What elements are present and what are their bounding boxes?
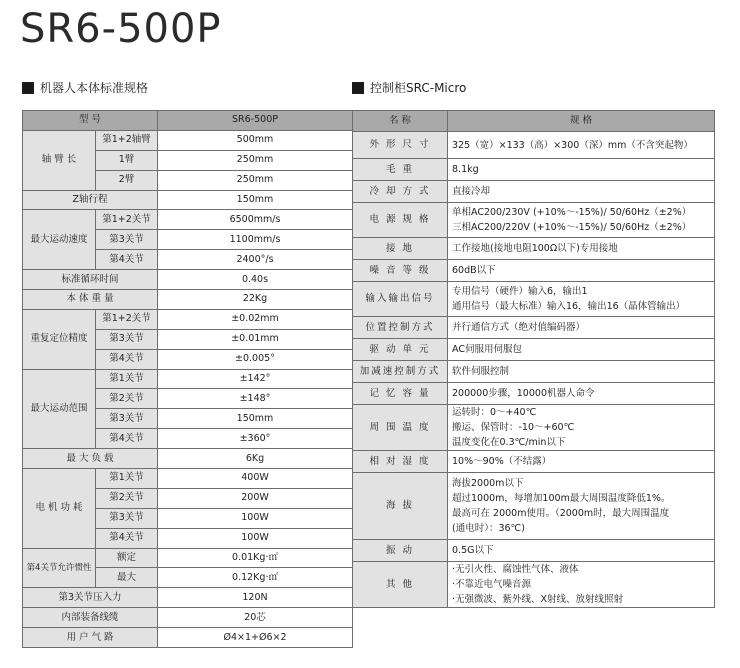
spec-label: 电 源 规 格 bbox=[353, 203, 448, 238]
table-row bbox=[353, 260, 715, 282]
sub-label: 第1+2轴臂 bbox=[96, 130, 158, 150]
robot-spec-heading-text: 机器人本体标准规格 bbox=[40, 81, 149, 95]
table-row bbox=[23, 130, 353, 150]
spec-value: 250mm bbox=[158, 170, 353, 190]
page-title: SR6-500P bbox=[20, 6, 222, 52]
sub-label: 第1+2关节 bbox=[96, 210, 158, 230]
spec-line: 325（宽）×133（高）×300（深）mm（不含突起物） bbox=[452, 139, 693, 151]
spec-value: 2400°/s bbox=[158, 250, 353, 270]
sub-label: 第4关节 bbox=[96, 349, 158, 369]
square-bullet-icon bbox=[352, 82, 364, 94]
max-speed-label: 最大运动速度 bbox=[23, 210, 96, 270]
spec-value: 150mm bbox=[158, 190, 353, 210]
spec-value-cell bbox=[448, 132, 715, 159]
spec-value-cell bbox=[448, 405, 715, 451]
spec-value: ±142° bbox=[158, 369, 353, 389]
spec-value: 22Kg bbox=[158, 290, 353, 310]
spec-value-cell bbox=[448, 562, 715, 608]
spec-value: 500mm bbox=[158, 130, 353, 150]
table-row bbox=[353, 282, 715, 317]
spec-line: 0.5G以下 bbox=[452, 545, 494, 556]
spec-line: (通电时）：36℃) bbox=[452, 523, 525, 534]
table-row bbox=[23, 608, 353, 628]
spec-value: ±360° bbox=[158, 429, 353, 449]
spec-line: 搬运、保管时：-10～+60℃ bbox=[452, 422, 575, 433]
press-force-label: 第3关节压入力 bbox=[23, 588, 158, 608]
payload-label: 最 大 负 载 bbox=[23, 449, 158, 469]
sub-label: 第1关节 bbox=[96, 469, 158, 489]
spec-line: 海拔2000m以下 bbox=[452, 478, 524, 489]
spec-label: 毛 重 bbox=[353, 159, 448, 181]
table-row bbox=[353, 540, 715, 562]
cycle-time-label: 标准循环时间 bbox=[23, 270, 158, 290]
spec-value: 6Kg bbox=[158, 449, 353, 469]
spec-value: 250mm bbox=[158, 150, 353, 170]
controller-spec-heading-text: 控制柜SRC-Micro bbox=[370, 81, 467, 95]
spec-line: 8.1kg bbox=[452, 164, 479, 175]
controller-spec-table bbox=[352, 110, 715, 608]
spec-line: ·无强微波、紫外线、X射线、放射线照射 bbox=[452, 594, 624, 605]
table-row bbox=[353, 132, 715, 159]
spec-line: 专用信号（硬件）输入6，输出1 bbox=[452, 286, 588, 297]
table-row bbox=[23, 369, 353, 389]
sub-label: 第1关节 bbox=[96, 369, 158, 389]
spec-label: 海 拔 bbox=[353, 473, 448, 540]
controller-spec-heading bbox=[352, 79, 466, 96]
spec-line: ·无引火性、腐蚀性气体、液体 bbox=[452, 564, 579, 575]
spec-header: 规 格 bbox=[448, 111, 715, 132]
weight-label: 本 体 重 量 bbox=[23, 290, 158, 310]
sub-label: 第3关节 bbox=[96, 409, 158, 429]
air-label: 用 户 气 路 bbox=[23, 628, 158, 648]
spec-label: 噪 音 等 级 bbox=[353, 260, 448, 282]
spec-line: AC伺服用伺服包 bbox=[452, 344, 522, 355]
model-value: SR6-500P bbox=[158, 111, 353, 131]
spec-line: 工作接地(接地电阻100Ω以下)专用接地 bbox=[452, 243, 618, 254]
table-row bbox=[353, 361, 715, 383]
spec-value: 200W bbox=[158, 488, 353, 508]
sub-label: 额定 bbox=[96, 548, 158, 568]
spec-value-cell bbox=[448, 451, 715, 473]
table-row bbox=[23, 309, 353, 329]
table-row bbox=[23, 290, 353, 310]
spec-value: 20芯 bbox=[158, 608, 353, 628]
spec-value: ±0.02mm bbox=[158, 309, 353, 329]
spec-value-cell bbox=[448, 238, 715, 260]
spec-line: 并行通信方式（绝对值编码器） bbox=[452, 322, 586, 333]
spec-value-cell bbox=[448, 203, 715, 238]
spec-line: 超过1000m，每增加100m最大周围温度降低1%。 bbox=[452, 493, 671, 504]
spec-value: 100W bbox=[158, 528, 353, 548]
table-row bbox=[353, 405, 715, 451]
spec-value: 0.01Kg·㎡ bbox=[158, 548, 353, 568]
spec-value: ±0.005° bbox=[158, 349, 353, 369]
spec-label: 接 地 bbox=[353, 238, 448, 260]
motor-power-label: 电 机 功 耗 bbox=[23, 469, 96, 549]
sub-label: 第3关节 bbox=[96, 230, 158, 250]
spec-line: 通用信号（最大标准）输入16，输出16（晶体管输出） bbox=[452, 301, 686, 312]
spec-value: 150mm bbox=[158, 409, 353, 429]
spec-value: 100W bbox=[158, 508, 353, 528]
spec-value: 120N bbox=[158, 588, 353, 608]
spec-value: 400W bbox=[158, 469, 353, 489]
repeatability-label: 重复定位精度 bbox=[23, 309, 96, 369]
spec-value-cell bbox=[448, 339, 715, 361]
spec-label: 其 他 bbox=[353, 562, 448, 608]
sub-label: 1臂 bbox=[96, 150, 158, 170]
spec-value-cell bbox=[448, 317, 715, 339]
table-row bbox=[23, 190, 353, 210]
spec-value-cell bbox=[448, 260, 715, 282]
sub-label: 第4关节 bbox=[96, 528, 158, 548]
table-row bbox=[23, 588, 353, 608]
model-label: 型 号 bbox=[23, 111, 158, 131]
table-row bbox=[353, 159, 715, 181]
table-row bbox=[353, 339, 715, 361]
spec-value: ±0.01mm bbox=[158, 329, 353, 349]
table-row bbox=[353, 383, 715, 405]
sub-label: 2臂 bbox=[96, 170, 158, 190]
spec-value: 0.12Kg·㎡ bbox=[158, 568, 353, 588]
spec-value-cell bbox=[448, 473, 715, 540]
spec-label: 输入输出信号 bbox=[353, 282, 448, 317]
table-row bbox=[23, 469, 353, 489]
spec-line: 60dB以下 bbox=[452, 265, 496, 276]
spec-label: 驱 动 单 元 bbox=[353, 339, 448, 361]
spec-label: 冷 却 方 式 bbox=[353, 181, 448, 203]
robot-spec-table bbox=[22, 110, 353, 648]
spec-label: 记 忆 容 量 bbox=[353, 383, 448, 405]
spec-line: 单相AC200/230V (+10%～-15%)/ 50/60Hz（±2%） bbox=[452, 207, 692, 218]
table-row bbox=[353, 317, 715, 339]
table-row bbox=[23, 628, 353, 648]
table-row bbox=[353, 181, 715, 203]
spec-label: 加减速控制方式 bbox=[353, 361, 448, 383]
sub-label: 第3关节 bbox=[96, 329, 158, 349]
table-row bbox=[23, 111, 353, 131]
spec-label: 振 动 bbox=[353, 540, 448, 562]
spec-line: 温度变化在0.3℃/min以下 bbox=[452, 437, 566, 448]
spec-line: 10%～90%（不结露） bbox=[452, 456, 552, 467]
range-label: 最大运动范围 bbox=[23, 369, 96, 449]
spec-value: 1100mm/s bbox=[158, 230, 353, 250]
spec-line: ·不靠近电气噪音源 bbox=[452, 579, 532, 590]
spec-value: ±148° bbox=[158, 389, 353, 409]
spec-value-cell bbox=[448, 181, 715, 203]
spec-value-cell bbox=[448, 282, 715, 317]
sub-label: 最大 bbox=[96, 568, 158, 588]
inertia-label: 第4关节允许惯性 bbox=[23, 548, 96, 588]
spec-value-cell bbox=[448, 159, 715, 181]
spec-value-cell bbox=[448, 361, 715, 383]
spec-line: 软件伺服控制 bbox=[452, 366, 510, 377]
spec-label: 周 围 温 度 bbox=[353, 405, 448, 451]
table-row bbox=[353, 238, 715, 260]
spec-value: Ø4×1+Ø6×2 bbox=[158, 628, 353, 648]
spec-line: 最高可在 2000m使用。（2000m时，最大周围温度 bbox=[452, 508, 670, 519]
spec-line: 三相AC200/220V (+10%～-15%)/ 50/60Hz（±2%） bbox=[452, 222, 692, 233]
table-row bbox=[353, 111, 715, 132]
spec-line: 运转时：0～+40℃ bbox=[452, 407, 537, 418]
table-row bbox=[353, 473, 715, 540]
robot-spec-heading bbox=[22, 79, 148, 96]
table-row bbox=[23, 548, 353, 568]
spec-value-cell bbox=[448, 383, 715, 405]
table-row bbox=[23, 449, 353, 469]
sub-label: 第4关节 bbox=[96, 250, 158, 270]
cables-label: 内部装备线缆 bbox=[23, 608, 158, 628]
spec-label: 位置控制方式 bbox=[353, 317, 448, 339]
spec-line: 直接冷却 bbox=[452, 186, 491, 197]
spec-value: 0.40s bbox=[158, 270, 353, 290]
sub-label: 第4关节 bbox=[96, 429, 158, 449]
table-row bbox=[353, 203, 715, 238]
z-stroke-label: Z轴行程 bbox=[23, 190, 158, 210]
table-row bbox=[353, 451, 715, 473]
sub-label: 第1+2关节 bbox=[96, 309, 158, 329]
spec-value: 6500mm/s bbox=[158, 210, 353, 230]
spec-value-cell bbox=[448, 540, 715, 562]
spec-label: 外 形 尺 寸 bbox=[353, 132, 448, 159]
square-bullet-icon bbox=[22, 82, 34, 94]
sub-label: 第3关节 bbox=[96, 508, 158, 528]
table-row bbox=[23, 210, 353, 230]
sub-label: 第2关节 bbox=[96, 389, 158, 409]
table-row bbox=[353, 562, 715, 608]
spec-label: 相 对 湿 度 bbox=[353, 451, 448, 473]
name-header: 名 称 bbox=[353, 111, 448, 132]
sub-label: 第2关节 bbox=[96, 488, 158, 508]
arm-length-label: 轴 臂 长 bbox=[23, 130, 96, 190]
spec-line: 200000步骤，10000机器人命令 bbox=[452, 388, 595, 399]
table-row bbox=[23, 270, 353, 290]
